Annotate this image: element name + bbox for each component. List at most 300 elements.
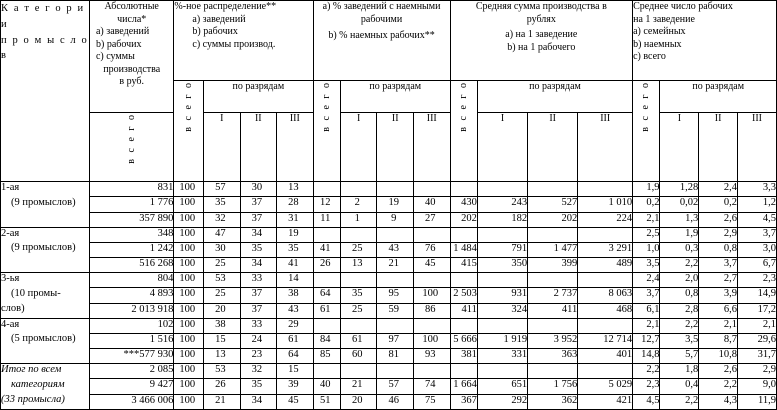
cell-avg-I-4-1 xyxy=(477,318,527,333)
cell-pct-III-t-3: 45 xyxy=(277,394,314,409)
cell-work-I-1-3: 1,3 xyxy=(660,212,699,227)
cell-work-vsego-3-1: 2,4 xyxy=(633,273,660,288)
cell-hired-III-t-3: 75 xyxy=(413,394,450,409)
cell-work-III-3-2: 14,9 xyxy=(738,288,777,303)
cell-work-II-2-2: 0,8 xyxy=(699,242,738,257)
row-label-total-c: (33 промысла) xyxy=(1,394,90,409)
header-rank-workers-1: I xyxy=(660,112,699,181)
cell-hired-II-2-2: 43 xyxy=(377,242,414,257)
cell-work-III-4-1: 2,1 xyxy=(738,318,777,333)
cell-hired-I-t-2: 21 xyxy=(340,379,377,394)
cell-avg-vsego-t-2: 1 664 xyxy=(450,379,477,394)
header-vsego-abs: в с е г о xyxy=(89,112,173,181)
cell-hired-I-4-1 xyxy=(340,318,377,333)
header-workers-t1: Среднее число рабочих xyxy=(633,1,733,12)
cell-hired-III-3-3: 86 xyxy=(413,303,450,318)
cell-pct-I-3-1: 53 xyxy=(204,273,241,288)
cell-pct-III-4-3: 64 xyxy=(277,349,314,364)
cell-abs-3-3: 2 013 918 xyxy=(89,303,173,318)
cell-work-III-2-3: 6,7 xyxy=(738,258,777,273)
header-rank-avg-2: II xyxy=(528,112,578,181)
cell-work-II-1-1: 2,4 xyxy=(699,182,738,197)
cell-avg-III-4-1 xyxy=(578,318,633,333)
cell-vsego-pct-1-2: 100 xyxy=(174,197,204,212)
cell-work-vsego-2-3: 3,5 xyxy=(633,258,660,273)
cell-hired-I-1-3: 1 xyxy=(340,212,377,227)
cell-avg-vsego-1-1 xyxy=(450,182,477,197)
cell-hired-vsego-4-2: 84 xyxy=(313,333,340,348)
cell-hired-I-3-2: 35 xyxy=(340,288,377,303)
cell-hired-vsego-3-1 xyxy=(313,273,340,288)
cell-work-III-1-2: 1,2 xyxy=(738,197,777,212)
cell-avg-II-1-2: 527 xyxy=(528,197,578,212)
cell-avg-II-2-3: 399 xyxy=(528,258,578,273)
cell-avg-vsego-1-2: 430 xyxy=(450,197,477,212)
cell-work-III-t-1: 2,9 xyxy=(738,364,777,379)
cell-avg-II-3-1 xyxy=(528,273,578,288)
cell-avg-I-t-2: 651 xyxy=(477,379,527,394)
cell-pct-I-1-2: 35 xyxy=(204,197,241,212)
cell-avg-I-3-1 xyxy=(477,273,527,288)
cell-work-III-3-1: 2,3 xyxy=(738,273,777,288)
cell-abs-1-1: 831 xyxy=(89,182,173,197)
cell-pct-II-3-2: 37 xyxy=(240,288,277,303)
cell-avg-I-2-1 xyxy=(477,227,527,242)
cell-work-vsego-4-2: 12,7 xyxy=(633,333,660,348)
cell-hired-III-1-1 xyxy=(413,182,450,197)
cell-vsego-pct-3-3: 100 xyxy=(174,303,204,318)
cell-work-III-3-3: 17,2 xyxy=(738,303,777,318)
cell-hired-III-t-1 xyxy=(413,364,450,379)
cell-pct-II-t-3: 34 xyxy=(240,394,277,409)
cell-avg-II-4-2: 3 952 xyxy=(528,333,578,348)
cell-pct-III-t-1: 15 xyxy=(277,364,314,379)
table-row xyxy=(1,333,777,348)
cell-work-II-t-1: 2,6 xyxy=(699,364,738,379)
cell-work-III-4-2: 29,6 xyxy=(738,333,777,348)
cell-hired-II-2-1 xyxy=(377,227,414,242)
cell-hired-III-3-1 xyxy=(413,273,450,288)
cell-work-II-4-1: 2,1 xyxy=(699,318,738,333)
cell-pct-II-1-3: 37 xyxy=(240,212,277,227)
cell-work-I-t-2: 0,4 xyxy=(660,379,699,394)
cell-avg-I-1-2: 243 xyxy=(477,197,527,212)
header-rank-pct-2: II xyxy=(240,112,277,181)
cell-work-vsego-t-3: 4,5 xyxy=(633,394,660,409)
cell-hired-I-1-2: 2 xyxy=(340,197,377,212)
table-row xyxy=(1,212,777,227)
header-workers-a: а) семейных xyxy=(633,26,686,37)
cell-avg-vsego-2-2: 1 484 xyxy=(450,242,477,257)
cell-work-III-t-3: 11,9 xyxy=(738,394,777,409)
cell-hired-vsego-2-3: 26 xyxy=(313,258,340,273)
cell-pct-III-t-2: 39 xyxy=(277,379,314,394)
cell-work-vsego-1-1: 1,9 xyxy=(633,182,660,197)
cell-avg-vsego-4-2: 5 666 xyxy=(450,333,477,348)
header-rank-workers-3: III xyxy=(738,112,777,181)
cell-hired-vsego-t-1 xyxy=(313,364,340,379)
cell-pct-I-1-3: 32 xyxy=(204,212,241,227)
cell-pct-I-1-1: 57 xyxy=(204,182,241,197)
cell-pct-III-2-2: 35 xyxy=(277,242,314,257)
cell-vsego-pct-1-1: 100 xyxy=(174,182,204,197)
cell-pct-II-4-3: 23 xyxy=(240,349,277,364)
cell-work-II-t-3: 4,3 xyxy=(699,394,738,409)
cell-vsego-pct-t-3: 100 xyxy=(174,394,204,409)
cell-pct-II-4-2: 24 xyxy=(240,333,277,348)
cell-avg-II-3-2: 2 737 xyxy=(528,288,578,303)
cell-hired-II-t-3: 46 xyxy=(377,394,414,409)
cell-pct-I-3-3: 20 xyxy=(204,303,241,318)
cell-avg-III-3-3: 468 xyxy=(578,303,633,318)
cell-avg-II-4-1 xyxy=(528,318,578,333)
cell-work-I-4-3: 5,7 xyxy=(660,349,699,364)
row-label-3a: 3-ья xyxy=(1,273,90,288)
cell-abs-2-1: 348 xyxy=(89,227,173,242)
cell-avg-I-4-2: 1 919 xyxy=(477,333,527,348)
header-abs-b: b) рабочих xyxy=(95,38,142,50)
cell-work-vsego-4-1: 2,1 xyxy=(633,318,660,333)
cell-avg-III-1-3: 224 xyxy=(578,212,633,227)
table-row xyxy=(1,197,777,212)
table-row-total xyxy=(1,394,777,409)
cell-pct-II-2-1: 34 xyxy=(240,227,277,242)
cell-work-I-3-2: 0,8 xyxy=(660,288,699,303)
cell-abs-1-2: 1 776 xyxy=(89,197,173,212)
cell-avg-II-t-1 xyxy=(528,364,578,379)
cell-pct-II-2-3: 34 xyxy=(240,258,277,273)
cell-avg-vsego-3-1 xyxy=(450,273,477,288)
cell-avg-vsego-t-1 xyxy=(450,364,477,379)
cell-work-I-2-2: 0,3 xyxy=(660,242,699,257)
cell-work-II-4-3: 10,8 xyxy=(699,349,738,364)
cell-avg-III-t-1 xyxy=(578,364,633,379)
cell-avg-II-1-1 xyxy=(528,182,578,197)
header-vsego-hired: в с е г о xyxy=(313,81,340,182)
header-hired-share xyxy=(313,1,450,81)
table-row xyxy=(1,242,777,257)
header-vsego-workers: в с е г о xyxy=(633,81,660,182)
cell-vsego-pct-2-1: 100 xyxy=(174,227,204,242)
cell-hired-III-2-3: 45 xyxy=(413,258,450,273)
row-label-2a: 2-ая xyxy=(1,227,90,242)
table-row xyxy=(1,318,777,333)
header-rank-pct-3: III xyxy=(277,112,314,181)
row-label-total-a: Итог по всем xyxy=(1,364,90,379)
cell-avg-II-3-3: 411 xyxy=(528,303,578,318)
header-avg-b: b) на 1 рабочего xyxy=(507,41,576,53)
cell-hired-II-4-1 xyxy=(377,318,414,333)
cell-hired-I-2-3: 13 xyxy=(340,258,377,273)
cell-pct-I-2-3: 25 xyxy=(204,258,241,273)
cell-abs-4-1: 102 xyxy=(89,318,173,333)
header-hired-b: b) % наемных рабочих** xyxy=(328,30,435,41)
cell-hired-I-3-3: 25 xyxy=(340,303,377,318)
cell-hired-I-3-1 xyxy=(340,273,377,288)
cell-avg-vsego-1-3: 202 xyxy=(450,212,477,227)
cell-hired-III-4-1 xyxy=(413,318,450,333)
cell-work-III-t-2: 9,0 xyxy=(738,379,777,394)
cell-work-I-1-2: 0,02 xyxy=(660,197,699,212)
header-rank-workers-2: II xyxy=(699,112,738,181)
cell-work-I-t-1: 1,8 xyxy=(660,364,699,379)
cell-hired-II-t-2: 57 xyxy=(377,379,414,394)
cell-vsego-pct-t-1: 100 xyxy=(174,364,204,379)
cell-work-III-1-1: 3,3 xyxy=(738,182,777,197)
cell-pct-III-3-1: 14 xyxy=(277,273,314,288)
header-workers-t2: на 1 заведение xyxy=(633,13,695,25)
header-rank-hired-3: III xyxy=(413,112,450,181)
cell-vsego-pct-4-3: 100 xyxy=(174,349,204,364)
cell-hired-II-1-3: 9 xyxy=(377,212,414,227)
cell-abs-t-3: 3 466 006 xyxy=(89,394,173,409)
header-pct-a: a) заведений xyxy=(192,13,246,25)
table-row xyxy=(1,273,777,288)
cell-avg-III-t-2: 5 029 xyxy=(578,379,633,394)
cell-hired-vsego-2-1 xyxy=(313,227,340,242)
cell-hired-I-2-1 xyxy=(340,227,377,242)
cell-work-III-2-2: 3,0 xyxy=(738,242,777,257)
header-abs-title2: числа* xyxy=(117,13,147,25)
cell-avg-III-2-1 xyxy=(578,227,633,242)
header-categories-line1: К а т е г о р и и xyxy=(1,3,85,30)
header-ranks-workers: по разрядам xyxy=(660,81,777,113)
cell-hired-I-t-3: 20 xyxy=(340,394,377,409)
table-row-total xyxy=(1,379,777,394)
cell-avg-III-1-1 xyxy=(578,182,633,197)
cell-hired-vsego-4-3: 85 xyxy=(313,349,340,364)
header-hired-a: а) % заведений с наемными xyxy=(322,1,441,12)
cell-hired-vsego-1-3: 11 xyxy=(313,212,340,227)
cell-work-II-2-3: 3,7 xyxy=(699,258,738,273)
row-label-1b: (9 промыслов) xyxy=(1,197,90,212)
header-pct-title: %-ное распределение** xyxy=(174,1,277,12)
cell-work-I-2-1: 1,9 xyxy=(660,227,699,242)
cell-pct-III-2-1: 19 xyxy=(277,227,314,242)
cell-pct-III-2-3: 41 xyxy=(277,258,314,273)
cell-vsego-pct-1-3: 100 xyxy=(174,212,204,227)
cell-work-II-1-2: 0,2 xyxy=(699,197,738,212)
cell-avg-I-3-2: 931 xyxy=(477,288,527,303)
cell-hired-II-3-1 xyxy=(377,273,414,288)
cell-pct-II-1-2: 37 xyxy=(240,197,277,212)
header-avg-a: а) на 1 заведение xyxy=(505,29,578,40)
cell-avg-III-3-1 xyxy=(578,273,633,288)
cell-work-vsego-3-3: 6,1 xyxy=(633,303,660,318)
row-label-1c xyxy=(1,212,90,227)
cell-pct-III-4-2: 61 xyxy=(277,333,314,348)
cell-abs-t-2: 9 427 xyxy=(89,379,173,394)
cell-avg-vsego-4-1 xyxy=(450,318,477,333)
cell-hired-II-t-1 xyxy=(377,364,414,379)
cell-abs-2-2: 1 242 xyxy=(89,242,173,257)
cell-hired-II-1-2: 19 xyxy=(377,197,414,212)
cell-pct-III-4-1: 29 xyxy=(277,318,314,333)
cell-avg-vsego-2-1 xyxy=(450,227,477,242)
header-ranks-hired: по разрядам xyxy=(340,81,450,113)
table-row xyxy=(1,303,777,318)
cell-vsego-pct-3-2: 100 xyxy=(174,288,204,303)
cell-abs-4-3: ***577 930 xyxy=(89,349,173,364)
cell-pct-III-1-2: 28 xyxy=(277,197,314,212)
cell-pct-I-t-1: 53 xyxy=(204,364,241,379)
header-avg-workers xyxy=(633,1,777,81)
cell-work-II-t-2: 2,2 xyxy=(699,379,738,394)
cell-work-II-4-2: 8,7 xyxy=(699,333,738,348)
cell-vsego-pct-2-3: 100 xyxy=(174,258,204,273)
row-label-2c xyxy=(1,258,90,273)
header-vsego-avg: в с е г о xyxy=(450,81,477,182)
header-percent-distribution xyxy=(174,1,313,81)
header-hired-a2: рабочими xyxy=(360,13,403,25)
cell-hired-III-2-1 xyxy=(413,227,450,242)
cell-work-III-1-3: 4,5 xyxy=(738,212,777,227)
cell-pct-I-4-2: 15 xyxy=(204,333,241,348)
cell-abs-2-3: 516 268 xyxy=(89,258,173,273)
cell-work-II-1-3: 2,6 xyxy=(699,212,738,227)
cell-work-II-3-2: 3,9 xyxy=(699,288,738,303)
header-abs-c2: производства xyxy=(103,63,161,75)
cell-abs-1-3: 357 890 xyxy=(89,212,173,227)
cell-pct-II-4-1: 33 xyxy=(240,318,277,333)
cell-vsego-pct-4-2: 100 xyxy=(174,333,204,348)
cell-avg-I-1-3: 182 xyxy=(477,212,527,227)
cell-avg-vsego-3-2: 2 503 xyxy=(450,288,477,303)
cell-abs-4-2: 1 516 xyxy=(89,333,173,348)
table-row xyxy=(1,349,777,364)
header-workers-b: b) наемных xyxy=(633,38,682,50)
cell-work-vsego-4-3: 14,8 xyxy=(633,349,660,364)
header-abs-title: Абсолютные xyxy=(104,1,159,12)
cell-hired-II-2-3: 21 xyxy=(377,258,414,273)
cell-work-vsego-1-2: 0,2 xyxy=(633,197,660,212)
cell-avg-III-t-3: 421 xyxy=(578,394,633,409)
row-label-4b: (5 промыслов) xyxy=(1,333,90,348)
cell-abs-t-1: 2 085 xyxy=(89,364,173,379)
cell-work-I-4-1: 2,2 xyxy=(660,318,699,333)
header-average-output xyxy=(450,1,633,81)
cell-pct-III-1-1: 13 xyxy=(277,182,314,197)
header-ranks-avg: по разрядам xyxy=(477,81,632,113)
cell-hired-III-4-3: 93 xyxy=(413,349,450,364)
cell-hired-vsego-1-2: 12 xyxy=(313,197,340,212)
row-label-1a: 1-ая xyxy=(1,182,90,197)
row-label-4a: 4-ая xyxy=(1,318,90,333)
cell-avg-vsego-2-3: 415 xyxy=(450,258,477,273)
cell-pct-II-t-2: 35 xyxy=(240,379,277,394)
cell-work-I-t-3: 2,2 xyxy=(660,394,699,409)
cell-vsego-pct-t-2: 100 xyxy=(174,379,204,394)
cell-work-I-4-2: 3,5 xyxy=(660,333,699,348)
row-label-total-b: категориям xyxy=(1,379,90,394)
table-row-total xyxy=(1,364,777,379)
row-label-2b: (9 промыслов) xyxy=(1,242,90,257)
header-categories-line2: п р о м ы с л о в xyxy=(1,34,89,62)
cell-avg-vsego-3-3: 411 xyxy=(450,303,477,318)
cell-avg-II-2-1 xyxy=(528,227,578,242)
header-avg-t2: рублях xyxy=(526,13,556,25)
cell-hired-III-3-2: 100 xyxy=(413,288,450,303)
cell-avg-III-2-2: 3 291 xyxy=(578,242,633,257)
table-row xyxy=(1,288,777,303)
cell-work-II-3-1: 2,7 xyxy=(699,273,738,288)
header-workers-c: c) всего xyxy=(633,51,666,62)
cell-pct-II-3-3: 37 xyxy=(240,303,277,318)
cell-hired-I-4-2: 61 xyxy=(340,333,377,348)
cell-avg-III-4-3: 401 xyxy=(578,349,633,364)
header-rank-hired-1: I xyxy=(340,112,377,181)
cell-hired-vsego-4-1 xyxy=(313,318,340,333)
cell-work-II-2-1: 2,9 xyxy=(699,227,738,242)
cell-pct-II-1-1: 30 xyxy=(240,182,277,197)
cell-pct-I-3-2: 25 xyxy=(204,288,241,303)
cell-work-vsego-3-2: 3,7 xyxy=(633,288,660,303)
cell-hired-I-2-2: 25 xyxy=(340,242,377,257)
cell-vsego-pct-2-2: 100 xyxy=(174,242,204,257)
table-row xyxy=(1,227,777,242)
cell-avg-I-2-2: 791 xyxy=(477,242,527,257)
cell-hired-III-t-2: 74 xyxy=(413,379,450,394)
header-row-groups xyxy=(1,1,777,81)
header-ranks-pct: по разрядам xyxy=(204,81,314,113)
cell-work-I-2-3: 2,2 xyxy=(660,258,699,273)
header-abs-a: a) заведений xyxy=(95,26,150,37)
row-label-3b: (10 промы- xyxy=(1,288,90,303)
cell-avg-II-4-3: 363 xyxy=(528,349,578,364)
cell-avg-III-1-2: 1 010 xyxy=(578,197,633,212)
cell-pct-II-2-2: 35 xyxy=(240,242,277,257)
cell-avg-III-3-2: 8 063 xyxy=(578,288,633,303)
row-label-3c: слов) xyxy=(1,303,90,318)
header-avg-t1: Средняя сумма производства в xyxy=(475,1,607,12)
cell-hired-vsego-t-2: 40 xyxy=(313,379,340,394)
cell-hired-III-4-2: 100 xyxy=(413,333,450,348)
cell-work-I-1-1: 1,28 xyxy=(660,182,699,197)
cell-avg-II-t-2: 1 756 xyxy=(528,379,578,394)
cell-hired-II-4-2: 97 xyxy=(377,333,414,348)
cell-work-vsego-2-1: 2,5 xyxy=(633,227,660,242)
cell-hired-II-4-3: 81 xyxy=(377,349,414,364)
header-pct-c: c) суммы производ. xyxy=(192,38,276,50)
cell-hired-I-4-3: 60 xyxy=(340,349,377,364)
cell-avg-III-2-3: 489 xyxy=(578,258,633,273)
cell-work-vsego-t-1: 2,2 xyxy=(633,364,660,379)
header-rank-avg-1: I xyxy=(477,112,527,181)
cell-hired-II-3-3: 59 xyxy=(377,303,414,318)
cell-work-vsego-1-3: 2,1 xyxy=(633,212,660,227)
header-categories xyxy=(1,1,90,182)
header-absolute-numbers xyxy=(89,1,173,113)
cell-abs-3-1: 804 xyxy=(89,273,173,288)
header-row-rank-numerals xyxy=(1,112,777,181)
row-label-4c xyxy=(1,349,90,364)
cell-work-vsego-2-2: 1,0 xyxy=(633,242,660,257)
cell-hired-I-1-1 xyxy=(340,182,377,197)
header-rank-pct-1: I xyxy=(204,112,241,181)
cell-avg-III-4-2: 12 714 xyxy=(578,333,633,348)
header-pct-b: b) рабочих xyxy=(192,26,238,37)
cell-pct-III-3-3: 43 xyxy=(277,303,314,318)
cell-avg-I-t-3: 292 xyxy=(477,394,527,409)
cell-pct-III-3-2: 38 xyxy=(277,288,314,303)
cell-pct-II-3-1: 33 xyxy=(240,273,277,288)
cell-vsego-pct-4-1: 100 xyxy=(174,318,204,333)
cell-abs-3-2: 4 893 xyxy=(89,288,173,303)
cell-pct-I-2-2: 30 xyxy=(204,242,241,257)
cell-pct-I-2-1: 47 xyxy=(204,227,241,242)
cell-hired-III-2-2: 76 xyxy=(413,242,450,257)
cell-work-II-3-3: 6,6 xyxy=(699,303,738,318)
